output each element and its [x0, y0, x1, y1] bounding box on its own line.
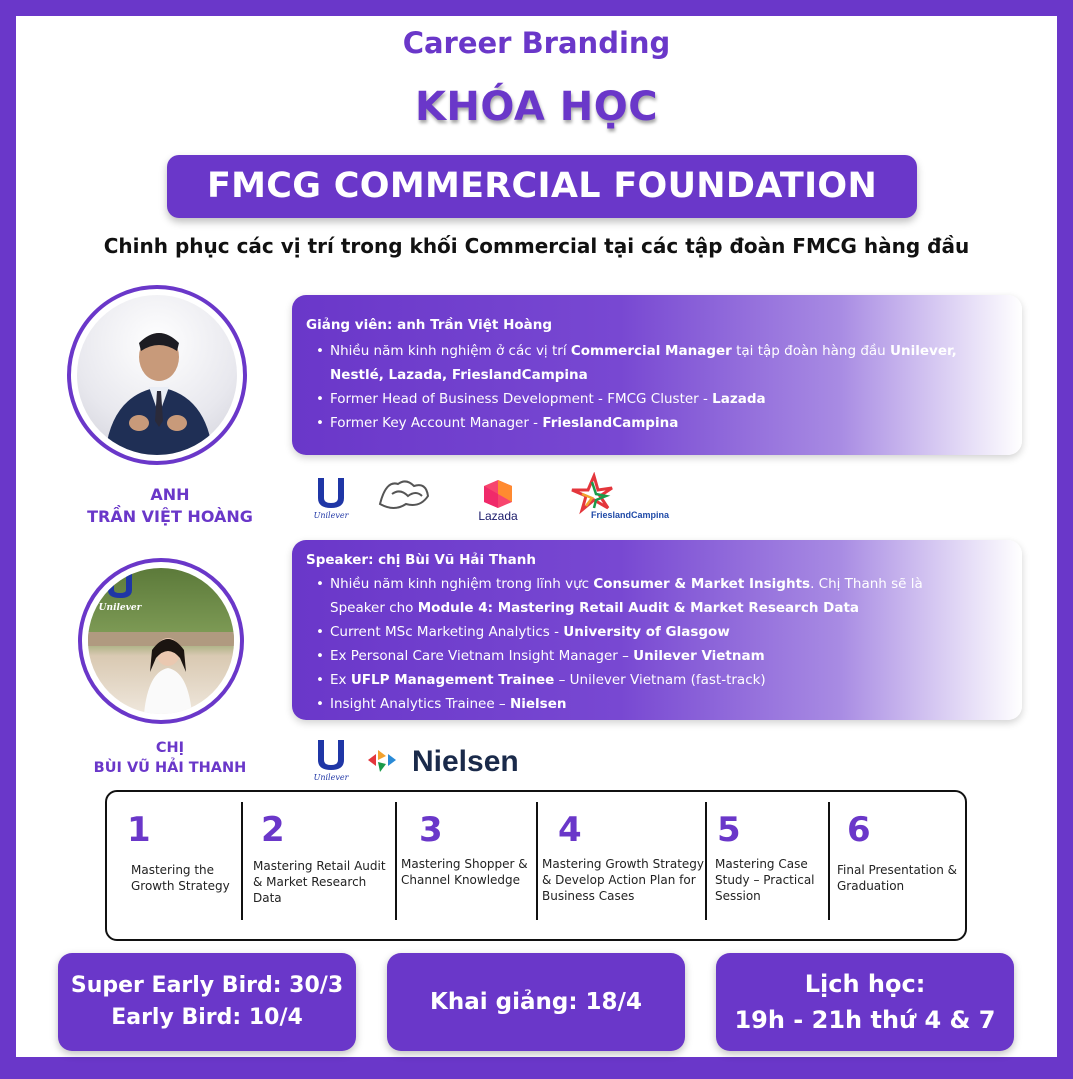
schedule-time: 19h - 21h thứ 4 & 7 — [734, 1006, 996, 1034]
module-6 — [831, 802, 965, 920]
opening-date: Khai giảng: 18/4 — [430, 989, 642, 1015]
brand-title: Career Branding — [402, 26, 671, 60]
module-number: 6 — [847, 810, 871, 850]
speaker1-heading: Giảng viên: anh Trần Việt Hoàng — [306, 317, 553, 333]
list-item: • Former Head of Business Development - FMCG Cluster - Lazada — [316, 387, 1008, 411]
list-item: • Ex UFLP Management Trainee – Unilever Vietnam (fast-track) — [316, 668, 1008, 692]
module-text: Mastering Shopper & Channel Knowledge — [401, 857, 528, 887]
list-item: • Nhiều năm kinh nghiệm ở các vị trí Commercial Manager tại tập đoàn hàng đầu Unilever, Nestlé, Lazada, FrieslandCampina — [316, 339, 1008, 387]
speaker1-bullets — [306, 339, 1008, 435]
svg-text:Nielsen: Nielsen — [412, 745, 519, 778]
svg-text:Unilever: Unilever — [313, 511, 349, 520]
lazada-logo — [472, 476, 528, 522]
list-item: • Current MSc Marketing Analytics - University of Glasgow — [316, 620, 1008, 644]
frieslandcampina-logo — [568, 472, 688, 522]
speaker2-bullets — [306, 572, 1008, 716]
nielsen-logo — [364, 740, 534, 780]
speaker2-honorific: CHỊ — [155, 740, 185, 756]
speaker2-name — [60, 738, 280, 778]
super-early-bird: Super Early Bird: 30/3 — [70, 973, 344, 998]
module-text: Mastering Case Study – Practical Session — [715, 857, 815, 903]
speaker2-heading: Speaker: chị Bùi Vũ Hải Thanh — [306, 552, 536, 568]
speaker2-fullname: BÙI VŨ HẢI THANH — [93, 760, 247, 776]
speaker1-honorific: ANH — [150, 485, 190, 504]
speaker1-photo — [77, 295, 237, 455]
module-text: Mastering Retail Audit & Market Research Data — [253, 859, 386, 905]
early-bird-box — [58, 953, 356, 1051]
course-title: FMCG COMMERCIAL FOUNDATION — [167, 155, 917, 218]
list-item: • Nhiều năm kinh nghiệm trong lĩnh vực Consumer & Market Insights. Chị Thanh sẽ là Speaker cho Module 4: Mastering Retail Audit & Market Research Data — [316, 572, 1008, 620]
speaker2-avatar — [78, 558, 244, 724]
module-number: 1 — [127, 810, 151, 850]
speaker1-fullname: TRẦN VIỆT HOÀNG — [87, 507, 253, 526]
list-item: • Ex Personal Care Vietnam Insight Manager – Unilever Vietnam — [316, 644, 1008, 668]
list-item: • Insight Analytics Trainee – Nielsen — [316, 692, 1008, 716]
unilever-logo — [310, 474, 352, 520]
speaker1-avatar — [67, 285, 247, 465]
module-number: 5 — [717, 810, 741, 850]
modules-box — [105, 790, 967, 941]
speaker2-photo — [88, 568, 234, 714]
speaker1-card — [292, 295, 1022, 455]
svg-text:Unilever: Unilever — [313, 773, 349, 782]
module-text: Mastering Growth Strategy & Develop Action Plan for Business Cases — [542, 857, 705, 903]
module-number: 4 — [558, 810, 582, 850]
schedule-label: Lịch học: — [804, 970, 926, 998]
divider — [828, 802, 830, 920]
svg-text:Unilever: Unilever — [98, 603, 142, 613]
unilever-logo-2 — [310, 736, 352, 782]
course-label: KHÓA HỌC — [414, 84, 659, 130]
early-bird: Early Bird: 10/4 — [111, 1005, 303, 1030]
module-5 — [707, 802, 829, 920]
module-4 — [538, 802, 706, 920]
tagline: Chinh phục các vị trí trong khối Commercial tại các tập đoàn FMCG hàng đầu — [103, 234, 970, 258]
speaker1-name — [60, 484, 280, 528]
module-number: 3 — [419, 810, 443, 850]
svg-text:Lazada: Lazada — [478, 509, 518, 522]
module-number: 2 — [261, 810, 285, 850]
opening-box — [387, 953, 685, 1051]
module-1 — [107, 802, 243, 920]
module-text: Mastering the Growth Strategy — [131, 863, 230, 893]
svg-text:FrieslandCampina: FrieslandCampina — [590, 510, 670, 520]
module-3 — [397, 802, 537, 920]
speaker2-card — [292, 540, 1022, 720]
nestle-logo — [376, 474, 432, 514]
module-text: Final Presentation & Graduation — [837, 863, 958, 893]
module-2 — [243, 802, 395, 920]
list-item: • Former Key Account Manager - FrieslandCampina — [316, 411, 1008, 435]
schedule-box — [716, 953, 1014, 1051]
